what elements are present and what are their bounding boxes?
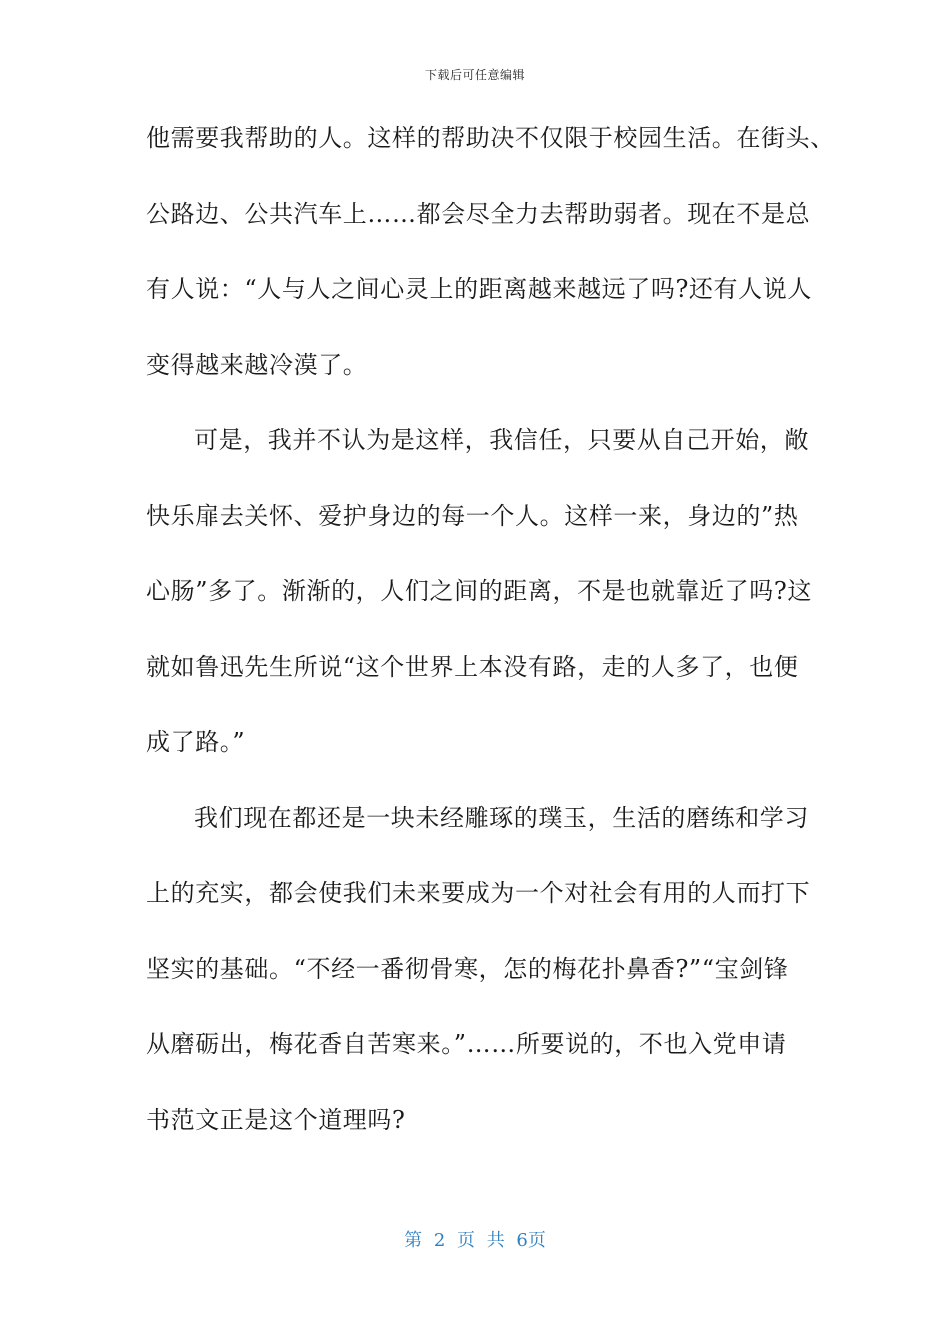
text-line: 有人说：“人与人之间心灵上的距离越来越远了吗?还有人说人 — [146, 275, 812, 303]
text-line: 就如鲁迅先生所说“这个世界上本没有路，走的人多了，也便 — [146, 652, 799, 681]
text-line: 变得越来越冷漠了。 — [146, 350, 368, 379]
text-line: 他需要我帮助的人。这样的帮助决不仅限于校园生活。在街头、 — [146, 124, 835, 152]
text-line: 快乐扉去关怀、爱护身边的每一个人。这样一来，身边的”热 — [146, 501, 799, 530]
document-body — [146, 118, 835, 1175]
text-line: 坚实的基础。“不经一番彻骨寒，怎的梅花扑鼻香?”“宝剑锋 — [146, 954, 789, 983]
page-header: 下载后可任意编辑 — [424, 68, 525, 82]
paragraph-first-line: 可是，我并不认为是这样，我信任，只要从自己开始，敞 — [194, 426, 809, 454]
text-line: 心肠”多了。渐渐的，人们之间的距离，不是也就靠近了吗?这 — [146, 577, 812, 605]
text-line: 公路边、公共汽车上……都会尽全力去帮助弱者。现在不是总 — [146, 199, 811, 228]
text-line: 成了路。” — [146, 728, 246, 756]
text-line: 上的充实，都会使我们未来要成为一个对社会有用的人而打下 — [146, 879, 811, 907]
paragraph-first-line: 我们现在都还是一块未经雕琢的璞玉，生活的磨练和学习 — [194, 803, 809, 832]
text-line: 从磨砺出，梅花香自苦寒来。”……所要说的，不也入党申请 — [146, 1030, 787, 1058]
text-line: 书范文正是这个道理吗? — [146, 1105, 406, 1134]
page-number-footer: 第 2 页 共 6页 — [404, 1230, 546, 1251]
